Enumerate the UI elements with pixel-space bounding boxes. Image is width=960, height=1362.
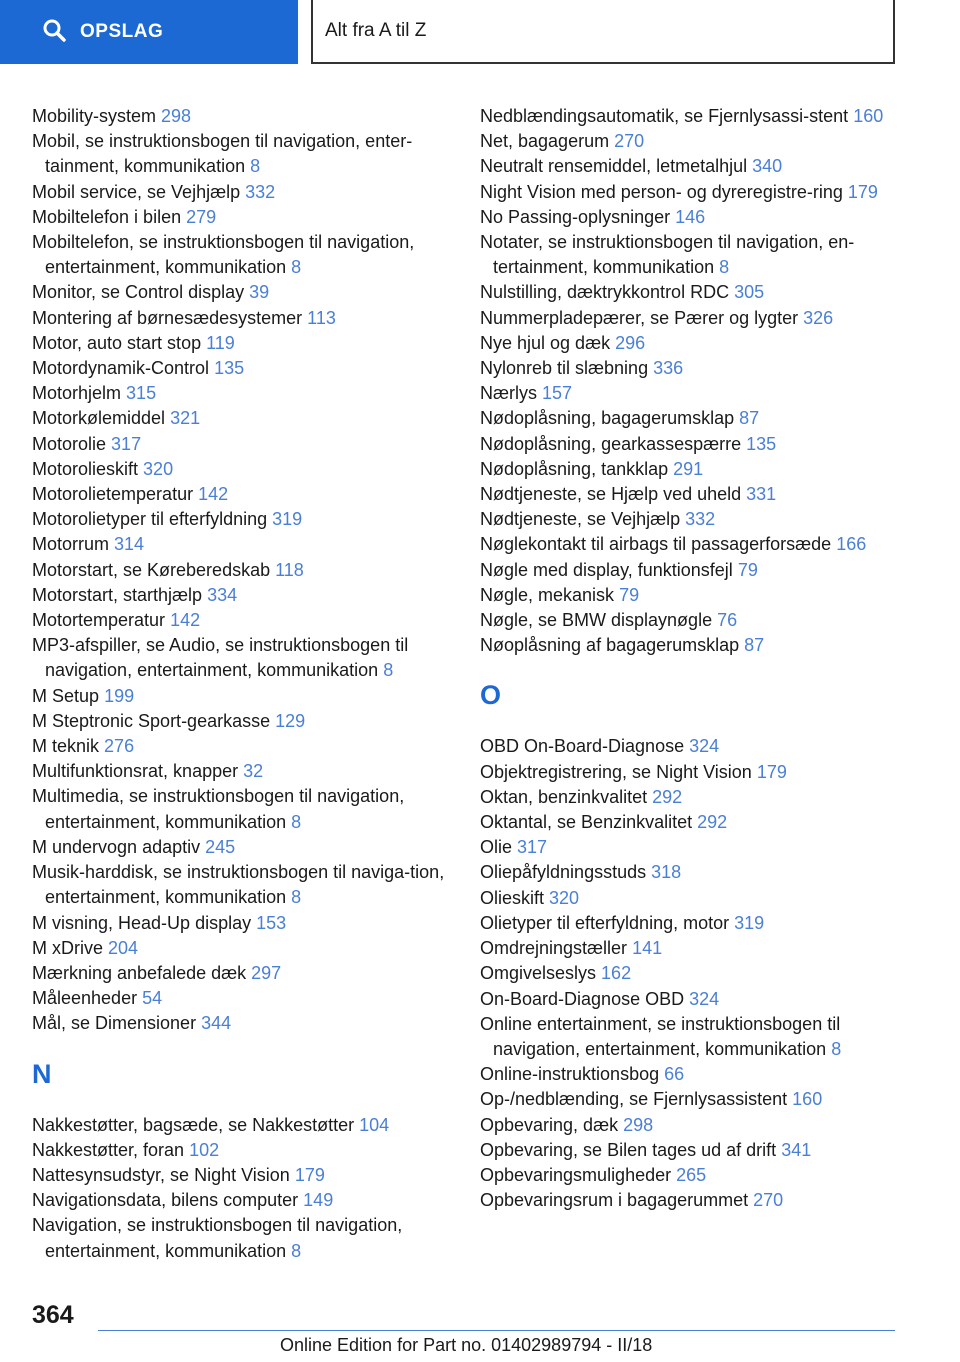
index-entry [32, 759, 452, 784]
index-entry [480, 406, 900, 431]
index-entry-text: Nødoplåsning, bagagerumsklap [480, 408, 735, 429]
index-entry-text: Multimedia, se instruktionsbogen til navigation, entertainment, kommunikation [32, 786, 405, 832]
index-entry-text: Nylonreb til slæbning [480, 358, 649, 379]
index-entry-text: Nøgle, mekanisk [480, 584, 615, 605]
index-entry-text: Motorkølemiddel [32, 408, 166, 429]
index-entry-text: Måleenheder [32, 988, 138, 1009]
index-entry [32, 1138, 452, 1163]
page-reference-link[interactable]: 149 [303, 1190, 334, 1211]
index-entry-text: Motordynamik-Control [32, 358, 210, 379]
index-entry [32, 835, 452, 860]
page-reference-link[interactable]: 321 [170, 408, 201, 429]
index-entry [480, 633, 900, 658]
page-reference-link[interactable]: 341 [781, 1139, 812, 1160]
page-reference-link[interactable]: 292 [652, 786, 683, 807]
index-entry [480, 583, 900, 608]
index-entry-text: M xDrive [32, 937, 103, 958]
index-entry [32, 734, 452, 759]
index-entry-text: Nødtjeneste, se Hjælp ved uheld [480, 484, 742, 505]
page-reference-link[interactable]: 291 [673, 458, 704, 479]
page-reference-link[interactable]: 265 [676, 1164, 707, 1185]
index-entry [32, 205, 452, 230]
index-entry [32, 331, 452, 356]
index-entry [32, 911, 452, 936]
index-entry [480, 1138, 900, 1163]
page-reference-link[interactable]: 317 [517, 837, 548, 858]
index-entry [32, 558, 452, 583]
index-entry [32, 457, 452, 482]
index-entry-text: Olietyper til efterfyldning, motor [480, 912, 730, 933]
index-entry [32, 129, 452, 179]
index-entry [480, 1087, 900, 1112]
index-entry [32, 709, 452, 734]
index-entry [480, 356, 900, 381]
page-reference-link[interactable]: 324 [689, 736, 720, 757]
index-entry-text: Nakkestøtter, bagsæde, se Nakkestøtter [32, 1114, 355, 1135]
index-entry-text: Multifunktionsrat, knapper [32, 761, 239, 782]
index-entry-text: Motorhjelm [32, 383, 122, 404]
index-entry [32, 1113, 452, 1138]
spacer [32, 1099, 452, 1113]
index-entry-text: Nedblændingsautomatik, se Fjernlysassi-stent [480, 106, 849, 126]
index-entry-text: Mobil service, se Vejhjælp [32, 181, 241, 202]
index-entry [32, 532, 452, 557]
index-entry-text: Motorolie [32, 433, 107, 454]
index-entry [32, 684, 452, 709]
index-entry [32, 1011, 452, 1036]
page-reference-link[interactable]: 324 [689, 988, 720, 1009]
index-entry [480, 230, 900, 280]
index-entry-text: Motorrum [32, 534, 110, 555]
page-reference-link[interactable]: 276 [104, 736, 135, 757]
page-reference-link[interactable]: 162 [601, 963, 632, 984]
page-reference-link[interactable]: 76 [717, 610, 738, 631]
page-reference-link[interactable]: 8 [291, 257, 302, 278]
page-reference-link[interactable]: 297 [251, 962, 282, 983]
edition-text: Online Edition for Part no. 01402989794 - II/18 [280, 1335, 653, 1355]
page-number: 364 [32, 1301, 74, 1329]
index-entry [480, 1163, 900, 1188]
index-entry [480, 507, 900, 532]
page-reference-link[interactable]: 292 [697, 812, 728, 833]
page-reference-link[interactable]: 8 [719, 257, 730, 278]
index-entry-text: Nummerpladepærer, se Pærer og lygter [480, 307, 799, 328]
index-entry-text: Nødoplåsning, tankklap [480, 458, 669, 479]
index-entry [480, 608, 900, 633]
index-entry [480, 936, 900, 961]
index-entry-text: Online entertainment, se instruktionsbogen til navigation, entertainment, kommunikation [480, 1013, 841, 1059]
page-reference-link[interactable]: 336 [653, 358, 684, 379]
index-entry-text: M visning, Head-Up display [32, 912, 252, 933]
page-reference-link[interactable]: 296 [615, 332, 646, 353]
index-entry [480, 734, 900, 759]
index-entry [32, 356, 452, 381]
index-entry [32, 482, 452, 507]
index-entry-text: Opbevaring, se Bilen tages ud af drift [480, 1139, 777, 1160]
index-entry-text: Oliepåfyldningsstuds [480, 862, 647, 883]
index-entry-text: Oktan, benzinkvalitet [480, 786, 648, 807]
page-reference-link[interactable]: 332 [245, 181, 276, 202]
page-reference-link[interactable]: 146 [675, 206, 706, 227]
index-entry [480, 381, 900, 406]
page-reference-link[interactable]: 87 [744, 635, 765, 656]
index-entry [480, 104, 900, 129]
page-reference-link[interactable]: 141 [632, 938, 663, 959]
index-entry-text: Nattesynsudstyr, se Night Vision [32, 1164, 290, 1185]
index-entry [480, 129, 900, 154]
index-column-right [480, 104, 900, 1213]
page-reference-link[interactable]: 199 [104, 685, 135, 706]
page-reference-link[interactable]: 8 [291, 1240, 302, 1261]
page-reference-link[interactable]: 314 [114, 534, 145, 555]
page-reference-link[interactable]: 8 [250, 156, 261, 177]
page-reference-link[interactable]: 129 [275, 710, 306, 731]
page-reference-link[interactable]: 179 [756, 761, 787, 782]
index-entry [480, 432, 900, 457]
index-entry [32, 432, 452, 457]
page-reference-link[interactable]: 319 [734, 912, 765, 933]
page-reference-link[interactable]: 204 [108, 937, 139, 958]
page-reference-link[interactable]: 315 [126, 383, 157, 404]
page-reference-link[interactable]: 8 [291, 811, 302, 832]
page-reference-link[interactable]: 160 [853, 106, 884, 126]
page-reference-link[interactable]: 39 [249, 282, 270, 303]
index-entry-text: MP3-afspiller, se Audio, se instruktionsbogen til navigation, entertainment, kommunikation [32, 635, 409, 681]
index-entry-text: Opbevaringsmuligheder [480, 1164, 672, 1185]
index-entry [480, 1062, 900, 1087]
index-entry [32, 507, 452, 532]
page-reference-link[interactable]: 298 [161, 106, 192, 126]
index-entry-text: Nødtjeneste, se Vejhjælp [480, 509, 681, 530]
index-entry [480, 961, 900, 986]
index-entry [32, 180, 452, 205]
index-entry-text: Notater, se instruktionsbogen til navigation, en-tertainment, kommunikation [480, 232, 855, 278]
page-reference-link[interactable]: 160 [792, 1089, 823, 1110]
index-entry-text: Motortemperatur [32, 610, 166, 631]
index-letter-heading: O [480, 680, 502, 711]
page-reference-link[interactable]: 344 [201, 1013, 232, 1034]
page-reference-link[interactable]: 298 [623, 1114, 654, 1135]
index-entry-text: Nøgle, se BMW displaynøgle [480, 610, 713, 631]
index-entry-text: Motor, auto start stop [32, 332, 202, 353]
index-entry [480, 860, 900, 885]
page-reference-link[interactable]: 135 [214, 358, 245, 379]
index-entry-text: Motorolieskift [32, 458, 139, 479]
index-entry [480, 180, 900, 205]
page-reference-link[interactable]: 166 [836, 534, 867, 555]
index-entry-text: M teknik [32, 736, 100, 757]
index-entry-text: Motorstart, starthjælp [32, 584, 203, 605]
page-reference-link[interactable]: 142 [198, 484, 229, 505]
page-reference-link[interactable]: 326 [803, 307, 834, 328]
page-reference-link[interactable]: 305 [734, 282, 765, 303]
search-icon [42, 18, 66, 47]
index-entry-text: Omdrejningstæller [480, 938, 628, 959]
index-entry-text: OBD On-Board-Diagnose [480, 736, 685, 757]
index-entry [480, 785, 900, 810]
page-reference-link[interactable]: 332 [685, 509, 716, 530]
page-reference-link[interactable]: 79 [737, 559, 758, 580]
index-entry [32, 608, 452, 633]
index-entry-text: M Steptronic Sport-gearkasse [32, 710, 271, 731]
page-reference-link[interactable]: 32 [243, 761, 264, 782]
page-reference-link[interactable]: 320 [143, 458, 174, 479]
index-entry [32, 860, 452, 910]
index-entry-text: Objektregistrering, se Night Vision [480, 761, 752, 782]
page-reference-link[interactable]: 54 [142, 988, 163, 1009]
page-reference-link[interactable]: 318 [651, 862, 682, 883]
index-entry [32, 784, 452, 834]
index-entry [32, 381, 452, 406]
index-entry-text: Motorolietemperatur [32, 484, 194, 505]
index-entry [32, 406, 452, 431]
index-entry [32, 1188, 452, 1213]
index-entry-text: Night Vision med person- og dyreregistre-ring [480, 181, 843, 202]
index-entry [32, 986, 452, 1011]
index-entry [480, 1113, 900, 1138]
page-reference-link[interactable]: 279 [186, 206, 217, 227]
index-entry-text: M Setup [32, 685, 100, 706]
page-reference-link[interactable]: 179 [847, 181, 878, 202]
index-entry-text: Omgivelseslys [480, 963, 597, 984]
index-entry [32, 936, 452, 961]
index-entry-text: Monitor, se Control display [32, 282, 245, 303]
page-reference-link[interactable]: 340 [752, 156, 783, 177]
index-entry-text: Nøoplåsning af bagagerumsklap [480, 635, 740, 656]
page-reference-link[interactable]: 135 [746, 433, 777, 454]
page-reference-link[interactable]: 142 [170, 610, 201, 631]
index-entry-text: Navigation, se instruktionsbogen til navigation, entertainment, kommunikation [32, 1215, 403, 1261]
page-reference-link[interactable]: 79 [619, 584, 640, 605]
page-reference-link[interactable]: 331 [746, 484, 777, 505]
index-entry-text: Net, bagagerum [480, 131, 610, 152]
index-entry-text: Olie [480, 837, 513, 858]
index-entry-text: Op-/nedblænding, se Fjernlysassistent [480, 1089, 788, 1110]
index-entry [480, 1188, 900, 1213]
index-entry [480, 280, 900, 305]
index-entry-text: Nøglekontakt til airbags til passagerforsæde [480, 534, 832, 555]
index-entry [32, 104, 452, 129]
index-entry-text: Nulstilling, dæktrykkontrol RDC [480, 282, 730, 303]
page-reference-link[interactable]: 8 [291, 887, 302, 908]
index-entry-text: Nøgle med display, funktionsfejl [480, 559, 733, 580]
search-tab-label: OPSLAG [80, 21, 164, 42]
index-entry [480, 331, 900, 356]
index-entry [480, 558, 900, 583]
page-reference-link[interactable]: 319 [272, 509, 303, 530]
page-reference-link[interactable]: 320 [549, 887, 580, 908]
index-entry [480, 482, 900, 507]
page-reference-link[interactable]: 8 [831, 1038, 842, 1059]
index-entry [480, 886, 900, 911]
index-entry [32, 961, 452, 986]
page-reference-link[interactable]: 118 [275, 559, 304, 580]
index-entry [480, 810, 900, 835]
index-entry-text: Olieskift [480, 887, 545, 908]
index-entry-text: Motorstart, se Køreberedskab [32, 559, 271, 580]
index-entry [480, 205, 900, 230]
index-entry-text: Nye hjul og dæk [480, 332, 611, 353]
index-entry-text: Nærlys [480, 383, 537, 404]
index-entry [32, 583, 452, 608]
index-entry-text: Navigationsdata, bilens computer [32, 1190, 299, 1211]
index-entry [480, 154, 900, 179]
index-entry [480, 532, 900, 557]
index-entry-text: Motorolietyper til efterfyldning [32, 509, 268, 530]
index-entry-text: Mobility-system [32, 106, 157, 126]
footer-divider [98, 1330, 895, 1331]
page-reference-link[interactable]: 153 [256, 912, 287, 933]
index-entry [32, 1163, 452, 1188]
index-entry [480, 1012, 900, 1062]
index-entry-text: No Passing-oplysninger [480, 206, 671, 227]
index-column-left [32, 104, 452, 1264]
index-entry-text: Online-instruktionsbog [480, 1064, 660, 1085]
index-entry [480, 306, 900, 331]
index-entry-text: Nakkestøtter, foran [32, 1139, 185, 1160]
index-letter-heading: N [32, 1058, 52, 1089]
page-reference-link[interactable]: 317 [111, 433, 142, 454]
index-entry-text: Montering af børnesædesystemer [32, 307, 303, 328]
index-entry-text: Opbevaringsrum i bagagerummet [480, 1190, 749, 1211]
page-reference-link[interactable]: 157 [542, 383, 573, 404]
page-reference-link[interactable]: 270 [753, 1190, 784, 1211]
page-reference-link[interactable]: 87 [739, 408, 760, 429]
index-entry [32, 280, 452, 305]
index-entry-text: Neutralt rensemiddel, letmetalhjul [480, 156, 748, 177]
index-entry [32, 1213, 452, 1263]
page-reference-link[interactable]: 102 [189, 1139, 220, 1160]
page-reference-link[interactable]: 104 [359, 1114, 390, 1135]
index-entry-text: M undervogn adaptiv [32, 836, 201, 857]
index-entry [32, 306, 452, 331]
index-entry-text: Mål, se Dimensioner [32, 1013, 197, 1034]
page-reference-link[interactable]: 270 [614, 131, 645, 152]
search-tab[interactable] [0, 0, 298, 64]
spacer [480, 720, 900, 734]
index-entry [480, 457, 900, 482]
index-entry [480, 760, 900, 785]
index-entry-text: Mobil, se instruktionsbogen til navigation, enter-tainment, kommunikation [32, 131, 413, 177]
index-entry-text: Mobiltelefon i bilen [32, 206, 182, 227]
index-entry-text: Opbevaring, dæk [480, 1114, 619, 1135]
page-reference-link[interactable]: 334 [207, 584, 238, 605]
index-entry-text: On-Board-Diagnose OBD [480, 988, 685, 1009]
index-entry [32, 633, 452, 683]
index-entry [480, 987, 900, 1012]
index-entry-text: Mobiltelefon, se instruktionsbogen til navigation, entertainment, kommunikation [32, 232, 415, 278]
page-reference-link[interactable]: 66 [664, 1064, 685, 1085]
page-reference-link[interactable]: 8 [383, 660, 394, 681]
index-entry [32, 230, 452, 280]
index-entry-text: Mærkning anbefalede dæk [32, 962, 247, 983]
index-entry [480, 911, 900, 936]
index-entry-text: Musik-harddisk, se instruktionsbogen til naviga-tion, entertainment, kommunikation [32, 862, 445, 908]
page-reference-link[interactable]: 179 [294, 1164, 325, 1185]
index-entry-text: Nødoplåsning, gearkassespærre [480, 433, 742, 454]
page-reference-link[interactable]: 113 [307, 307, 336, 328]
index-entry [480, 835, 900, 860]
section-title-tab[interactable] [311, 0, 895, 64]
section-title: Alt fra A til Z [325, 20, 427, 41]
index-entry-text: Oktantal, se Benzinkvalitet [480, 812, 693, 833]
page-reference-link[interactable]: 119 [206, 332, 235, 353]
page-reference-link[interactable]: 245 [205, 836, 236, 857]
